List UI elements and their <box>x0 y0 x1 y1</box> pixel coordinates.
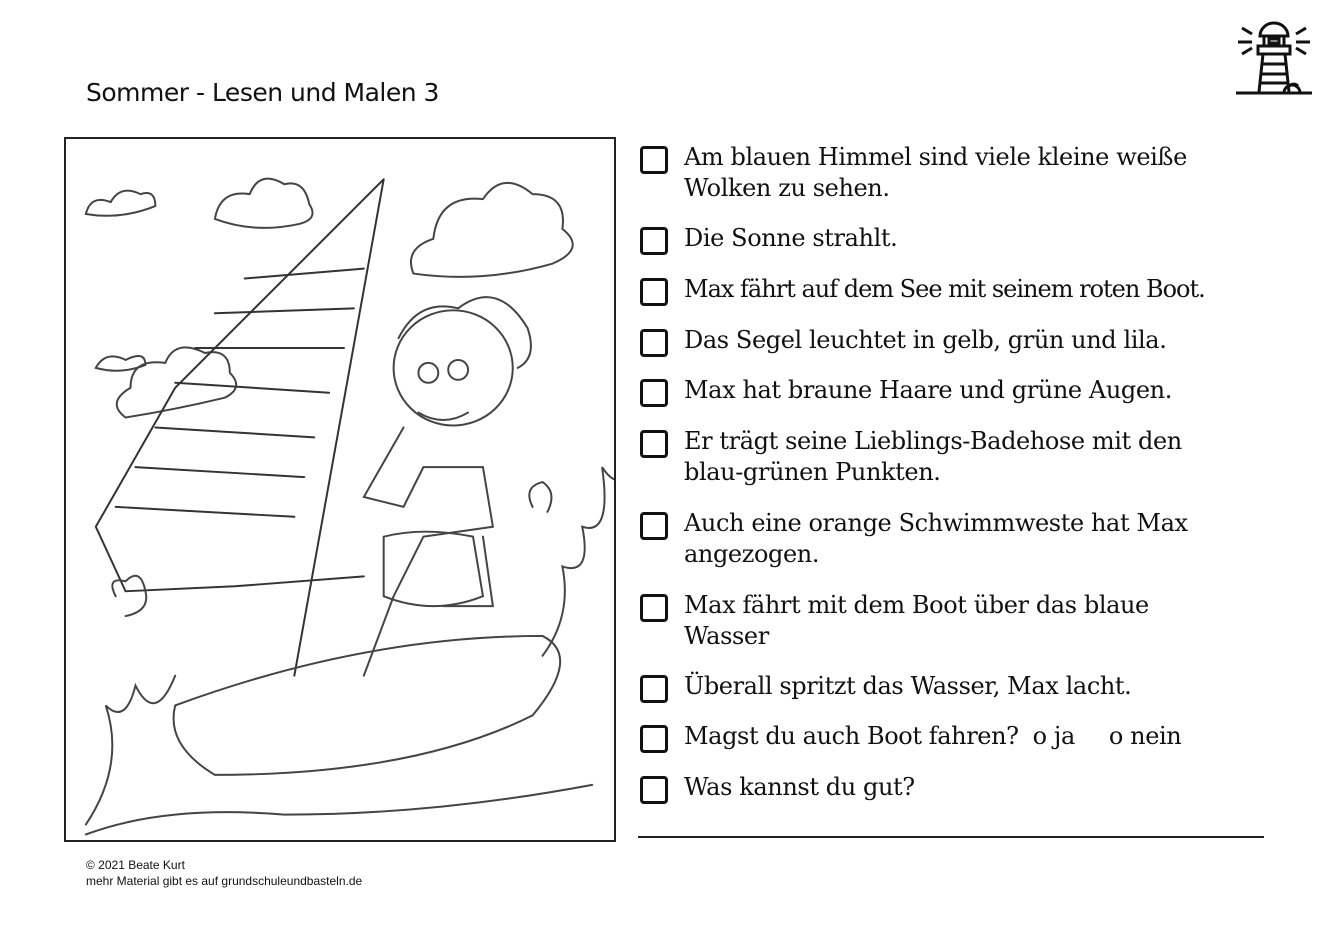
checkbox[interactable] <box>640 146 668 174</box>
checkbox[interactable] <box>640 278 668 306</box>
checklist-item <box>640 142 1280 204</box>
item-text: Am blauen Himmel sind viele kleine weiße Wolken zu sehen. <box>684 143 1187 202</box>
checkbox[interactable] <box>640 594 668 622</box>
item-text: Auch eine orange Schwimmweste hat Max angezogen. <box>684 509 1188 568</box>
checklist-item <box>640 274 1280 306</box>
item-text: Max hat braune Haare und grüne Augen. <box>684 376 1172 404</box>
footer <box>86 857 362 889</box>
item-text: Was kannst du gut? <box>684 773 915 801</box>
checklist-item <box>640 375 1280 407</box>
checklist-item <box>640 325 1280 357</box>
checkbox[interactable] <box>640 227 668 255</box>
checkbox[interactable] <box>640 379 668 407</box>
checkbox[interactable] <box>640 430 668 458</box>
checkbox[interactable] <box>640 675 668 703</box>
option-no[interactable]: o nein <box>1108 722 1182 750</box>
more-material-text: mehr Material gibt es auf grundschuleundbasteln.de <box>86 874 363 888</box>
item-text: Die Sonne strahlt. <box>684 224 898 252</box>
item-text: Er trägt seine Lieblings-Badehose mit den blau-grünen Punkten. <box>684 427 1182 486</box>
checklist-item <box>640 508 1280 570</box>
checkbox[interactable] <box>640 329 668 357</box>
checkbox[interactable] <box>640 776 668 804</box>
item-text: Überall spritzt das Wasser, Max lacht. <box>684 672 1132 700</box>
clouds-drawing <box>86 179 573 418</box>
checklist-item <box>640 223 1280 255</box>
coloring-picture-sailboat <box>64 137 616 842</box>
item-text: Max fährt auf dem See mit seinem roten Boot. <box>684 275 1205 303</box>
question-text: Magst du auch Boot fahren? <box>684 722 1019 750</box>
checklist-item <box>640 721 1280 753</box>
boat-and-water-drawing <box>86 457 614 834</box>
copyright-text: © 2021 Beate Kurt <box>86 858 185 872</box>
answer-line[interactable] <box>638 836 1264 838</box>
checkbox[interactable] <box>640 725 668 753</box>
item-text: Das Segel leuchtet in gelb, grün und lila. <box>684 326 1167 354</box>
lighthouse-icon <box>1234 10 1314 96</box>
checklist-item <box>640 671 1280 703</box>
option-yes[interactable]: o ja <box>1032 722 1075 750</box>
worksheet-title: Sommer - Lesen und Malen 3 <box>86 78 439 107</box>
checkbox[interactable] <box>640 512 668 540</box>
checklist-item <box>640 590 1280 652</box>
checklist-item <box>640 426 1280 488</box>
checklist-item <box>640 772 1280 804</box>
item-text <box>684 721 1181 752</box>
sail-drawing <box>96 179 384 675</box>
item-text: Max fährt mit dem Boot über das blaue Wasser <box>684 591 1149 650</box>
boy-drawing <box>364 297 531 675</box>
